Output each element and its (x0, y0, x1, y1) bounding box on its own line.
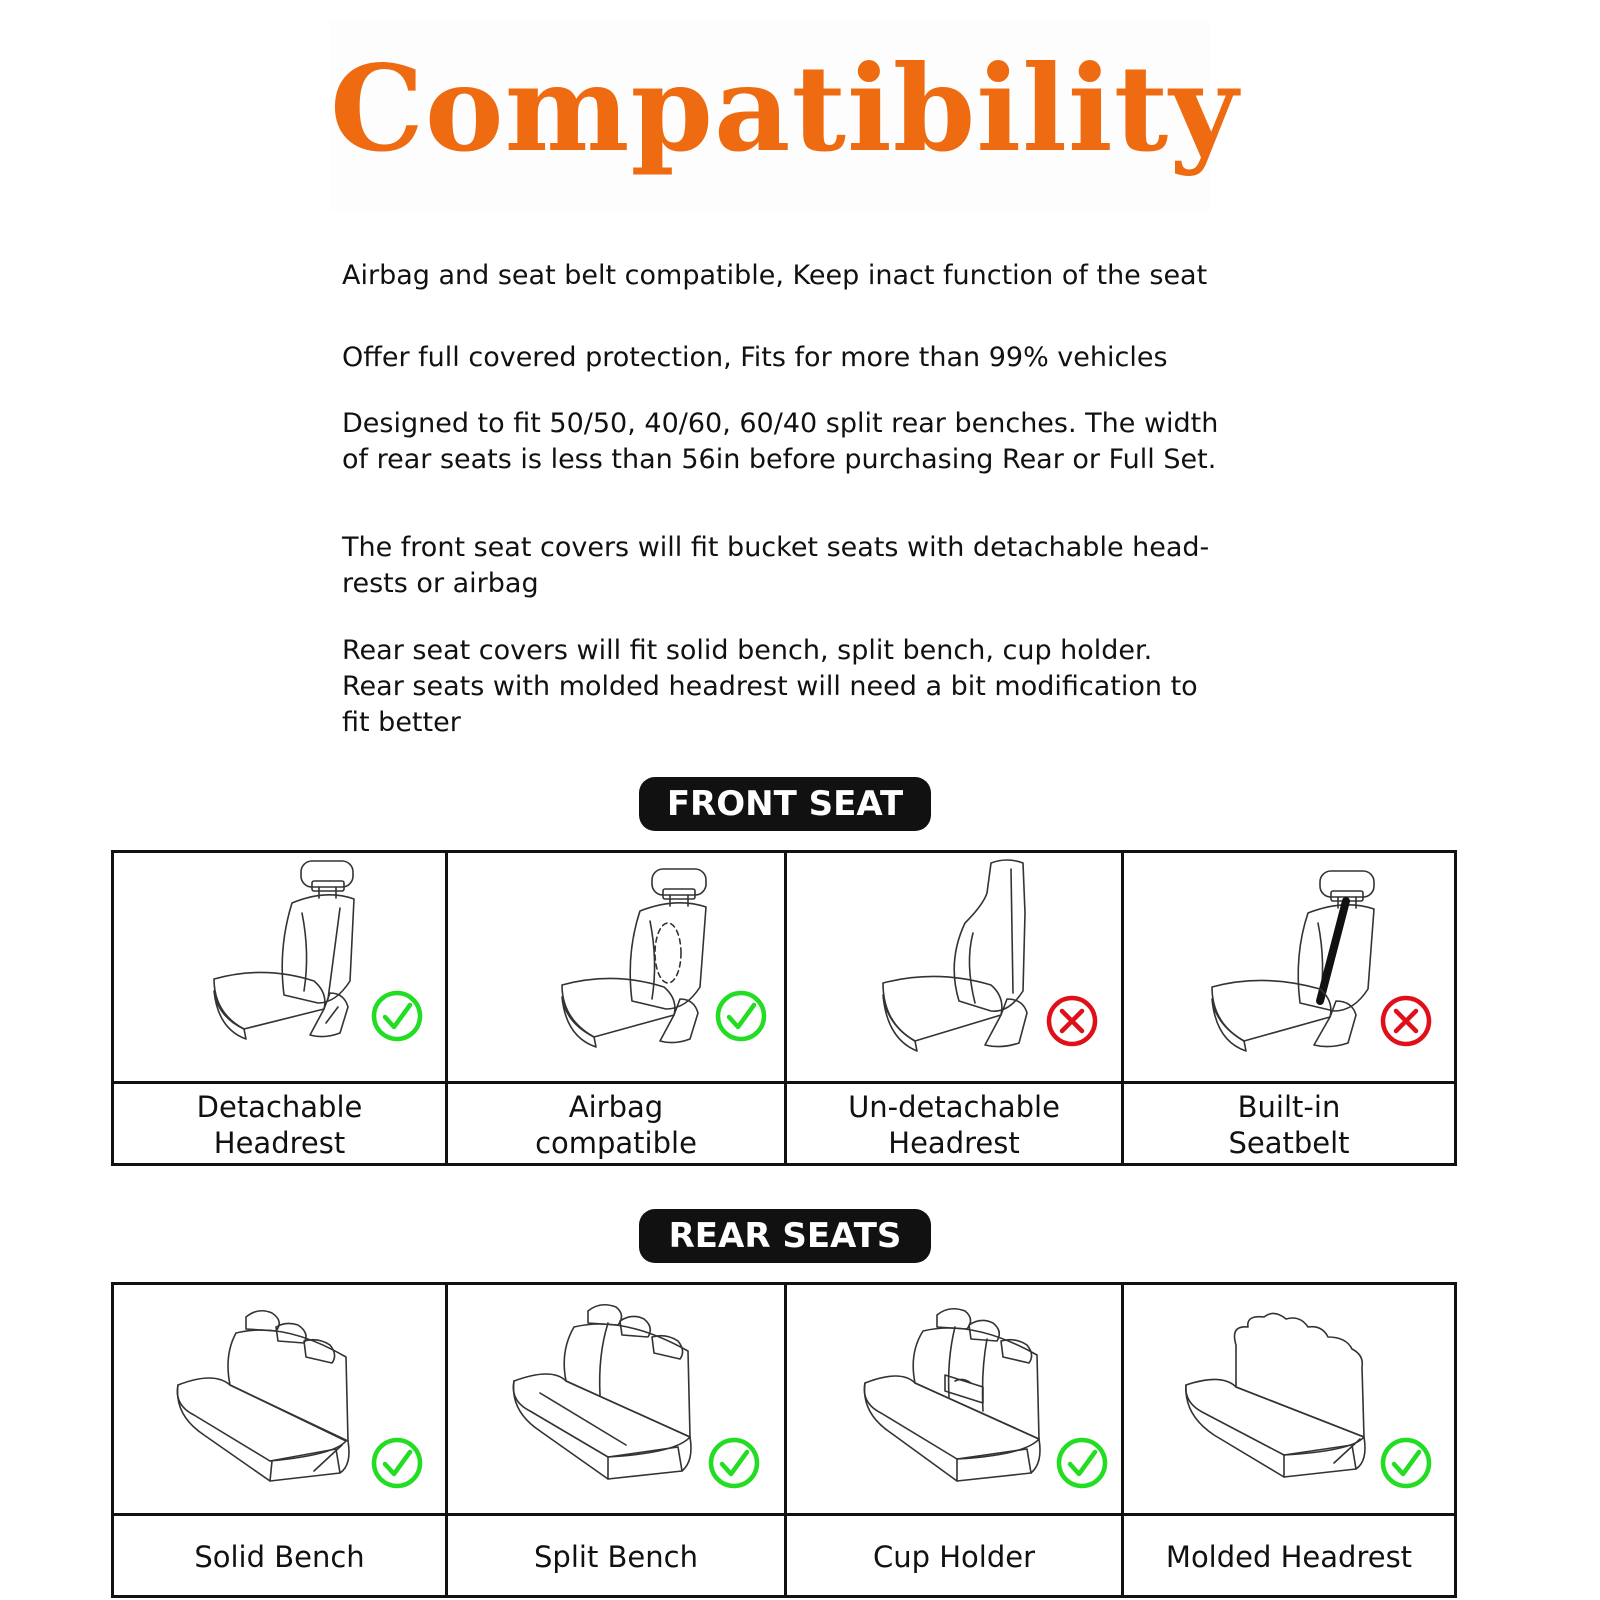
check-circle-icon (1124, 1285, 1454, 1513)
seat-illustration-panel (448, 1285, 784, 1516)
seat-type-label: Cup Holder (872, 1540, 1036, 1574)
seat-type-label: Built-in Seatbelt (1228, 1090, 1350, 1160)
seat-illustration-panel (787, 853, 1121, 1084)
rear-seats-heading: REAR SEATS (639, 1209, 931, 1263)
check-circle-icon (114, 853, 448, 1081)
seat-illustration-panel (1124, 1285, 1454, 1516)
check-circle-icon (114, 1285, 448, 1513)
seat-illustration-panel (114, 853, 445, 1084)
seat-type-label: Molded Headrest (1165, 1540, 1413, 1574)
front-seat-cell-undetachable-headrest (787, 853, 1124, 1163)
seat-type-label: Split Bench (534, 1540, 698, 1574)
feature-text-protection: Offer full covered protection, Fits for more than 99% vehicles (342, 342, 1168, 373)
rear-seat-cell-split-bench (448, 1285, 787, 1595)
x-circle-icon (1124, 853, 1454, 1081)
title-banner (330, 20, 1239, 210)
x-circle-icon (787, 853, 1124, 1081)
seat-type-label: Un-detachable Headrest (848, 1090, 1060, 1160)
rear-seats-grid (111, 1282, 1457, 1598)
seat-type-label: Detachable Headrest (196, 1090, 363, 1160)
feature-text-airbag-belt: Airbag and seat belt compatible, Keep inact function of the seat (342, 260, 1208, 291)
seat-illustration-panel (787, 1285, 1121, 1516)
rear-seat-cell-molded-headrest (1124, 1285, 1454, 1595)
feature-text-rear-covers: Rear seat covers will fit solid bench, split bench, cup holder. Rear seats with molded headrest will need a bit modification to fit better (342, 635, 1198, 738)
front-seat-cell-detachable-headrest (114, 853, 448, 1163)
check-circle-icon (448, 1285, 787, 1513)
seat-type-label: Solid Bench (194, 1540, 365, 1574)
feature-text-split-benches: Designed to fit 50/50, 40/60, 60/40 split rear benches. The width of rear seats is less than 56in before purchasing Rear or Full Set. (342, 408, 1219, 475)
seat-illustration-panel (114, 1285, 445, 1516)
rear-seat-cell-cup-holder (787, 1285, 1124, 1595)
seat-type-label: Airbag compatible (535, 1090, 697, 1160)
page-title: Compatibility (330, 39, 1239, 178)
check-circle-icon (448, 853, 787, 1081)
front-seat-cell-airbag-compatible (448, 853, 787, 1163)
front-seat-grid (111, 850, 1457, 1166)
rear-seat-cell-solid-bench (114, 1285, 448, 1595)
check-circle-icon (787, 1285, 1124, 1513)
front-seat-cell-builtin-seatbelt (1124, 853, 1454, 1163)
seat-illustration-panel (448, 853, 784, 1084)
front-seat-heading: FRONT SEAT (639, 777, 931, 831)
feature-text-front-covers: The front seat covers will fit bucket seats with detachable head-rests or airbag (342, 532, 1210, 599)
seat-illustration-panel (1124, 853, 1454, 1084)
